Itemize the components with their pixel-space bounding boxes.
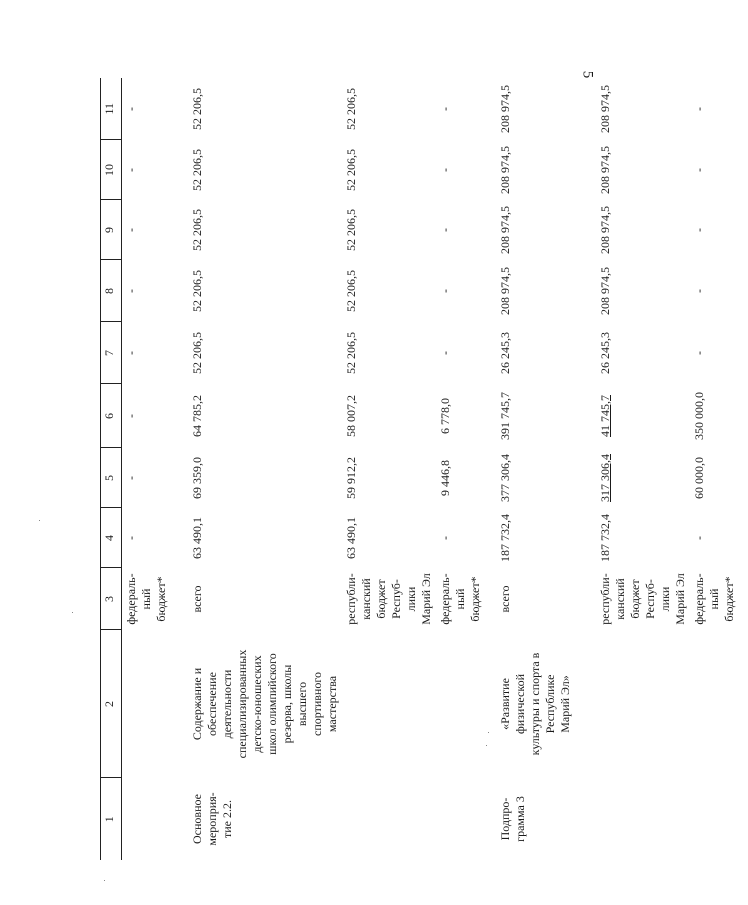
column-header-11: 11 xyxy=(101,78,122,140)
value-cell: - xyxy=(691,168,706,172)
item-name-cell: «Развитие физической культуры и спорта в Республике Марий Эл» xyxy=(497,652,572,756)
value-cell: - xyxy=(691,536,706,540)
value-cell: 63 490,1 xyxy=(343,517,358,559)
funding-source-cell: федераль- ный бюджет* xyxy=(124,573,168,625)
header-row xyxy=(101,78,122,860)
item-code-cell xyxy=(436,778,496,860)
value-cell: 52 206,5 xyxy=(189,88,204,130)
value-cell: 9 446,8 xyxy=(437,460,452,496)
value-cell: - xyxy=(437,289,452,293)
item-code-cell: Основное мероприя- тие 2.2. xyxy=(189,792,234,846)
value-cell: 52 206,5 xyxy=(343,149,358,191)
table-row xyxy=(496,78,596,860)
column-header-3: 3 xyxy=(101,568,122,630)
funding-source-cell: всего xyxy=(497,585,512,613)
value-cell: 208 974,5 xyxy=(597,85,612,133)
item-name-cell xyxy=(690,630,748,778)
value-cell: - xyxy=(691,107,706,111)
funding-source-cell: республи- канский бюджет Респуб- лики Марий Эл xyxy=(343,573,433,625)
item-name-cell xyxy=(122,630,188,778)
item-code-cell xyxy=(690,778,748,860)
value-cell: - xyxy=(124,351,138,355)
value-cell: - xyxy=(124,228,138,232)
value-cell: 59 912,2 xyxy=(343,457,358,499)
value-cell: 69 359,0 xyxy=(189,457,204,499)
value-cell: 26 245,3 xyxy=(597,332,612,374)
value-cell: 208 974,5 xyxy=(597,146,612,194)
item-name-cell: Содержание и обеспечение деятельности специализированных детско-юношеских школ олимпийского резерва, школы высшего спортивного мастерства xyxy=(189,649,339,759)
value-cell: - xyxy=(437,168,452,172)
column-header-4: 4 xyxy=(101,508,122,568)
value-cell: 52 206,5 xyxy=(343,88,358,130)
value-cell: 52 206,5 xyxy=(189,332,204,374)
column-header-5: 5 xyxy=(101,448,122,508)
value-cell: - xyxy=(437,351,452,355)
column-header-7: 7 xyxy=(101,322,122,384)
value-cell: 6 778,0 xyxy=(437,398,452,434)
value-cell: 64 785,2 xyxy=(189,395,204,437)
value-cell: 52 206,5 xyxy=(343,209,358,251)
value-cell: 377 306,4 xyxy=(497,454,512,502)
item-code-cell xyxy=(342,778,436,860)
funding-source-cell: всего xyxy=(189,585,204,613)
item-name-cell xyxy=(436,630,496,778)
table-row xyxy=(188,78,342,860)
table-row xyxy=(122,78,188,860)
value-cell: 26 245,3 xyxy=(497,332,512,374)
value-cell: 208 974,5 xyxy=(497,267,512,315)
value-cell: - xyxy=(124,289,138,293)
item-code-cell xyxy=(122,778,188,860)
value-cell: 187 732,4 xyxy=(597,514,612,562)
item-name-cell xyxy=(342,630,436,778)
value-cell: 63 490,1 xyxy=(189,517,204,559)
value-cell: 208 974,5 xyxy=(497,146,512,194)
value-cell: 208 974,5 xyxy=(497,206,512,254)
value-cell: 391 745,7 xyxy=(497,392,512,440)
value-cell: 52 206,5 xyxy=(343,270,358,312)
value-cell: - xyxy=(691,228,706,232)
funding-source-cell: республи- канский бюджет Респуб- лики Марий Эл xyxy=(597,573,687,625)
value-cell: 52 206,5 xyxy=(189,270,204,312)
table-row xyxy=(342,78,436,860)
item-code-cell xyxy=(596,778,690,860)
value-cell: 41 745,7 xyxy=(597,395,612,437)
value-cell: 317 306,4 xyxy=(597,454,612,502)
page-number: 5 xyxy=(579,70,596,79)
value-cell: - xyxy=(124,536,138,540)
table-row xyxy=(690,78,748,860)
item-code-cell: Подпро- грамма 3 xyxy=(497,796,527,842)
value-cell: 52 206,5 xyxy=(189,209,204,251)
column-header-9: 9 xyxy=(101,200,122,260)
budget-table xyxy=(100,78,748,860)
column-header-2: 2 xyxy=(101,630,122,778)
value-cell: - xyxy=(124,168,138,172)
column-header-1: 1 xyxy=(101,778,122,860)
column-header-10: 10 xyxy=(101,140,122,200)
value-cell: 187 732,4 xyxy=(497,514,512,562)
value-cell: 52 206,5 xyxy=(189,149,204,191)
rotated-table-container xyxy=(100,78,736,860)
value-cell: 58 007,2 xyxy=(343,395,358,437)
value-cell: - xyxy=(437,107,452,111)
column-header-6: 6 xyxy=(101,384,122,448)
value-cell: - xyxy=(437,228,452,232)
value-cell: - xyxy=(691,289,706,293)
value-cell: - xyxy=(691,351,706,355)
column-header-8: 8 xyxy=(101,260,122,322)
table-row xyxy=(436,78,496,860)
value-cell: - xyxy=(124,107,138,111)
value-cell: 208 974,5 xyxy=(597,206,612,254)
funding-source-cell: федераль- ный бюджет* xyxy=(437,573,482,625)
value-cell: - xyxy=(124,414,138,418)
value-cell: - xyxy=(437,536,452,540)
value-cell: - xyxy=(124,476,138,480)
value-cell: 52 206,5 xyxy=(343,332,358,374)
value-cell: 208 974,5 xyxy=(497,85,512,133)
item-name-cell xyxy=(596,630,690,778)
value-cell: 350 000,0 xyxy=(691,392,706,440)
table-row xyxy=(596,78,690,860)
funding-source-cell: федераль- ный бюджет* xyxy=(691,573,736,625)
value-cell: 208 974,5 xyxy=(597,267,612,315)
value-cell: 60 000,0 xyxy=(691,457,706,499)
